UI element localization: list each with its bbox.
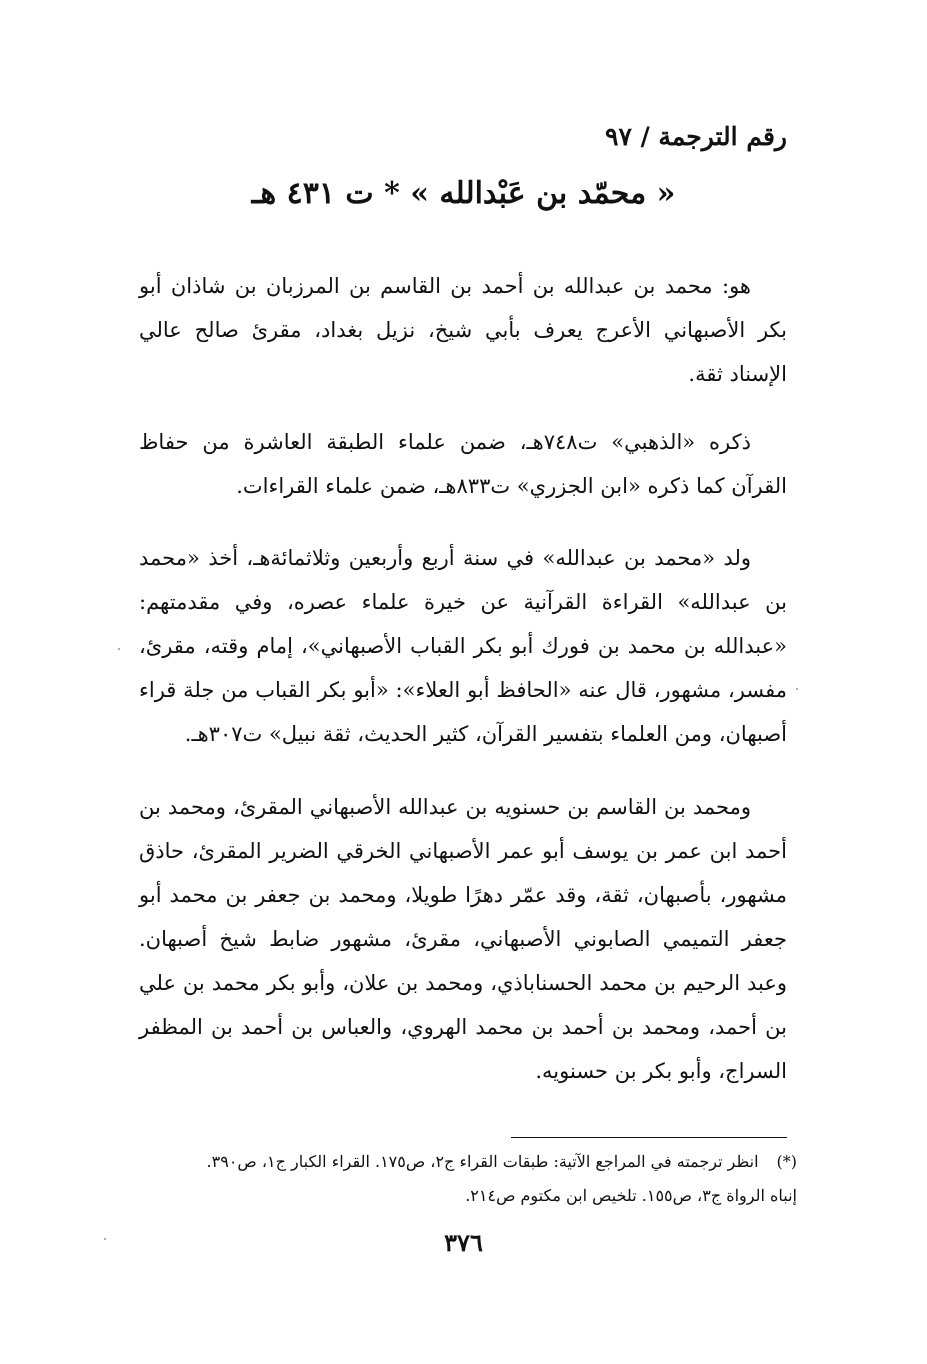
paragraph-text: هو: محمد بن عبدالله بن أحمد بن القاسم بن المرزبان بن شاذان أبو بكر الأصبهاني الأعرج يعرف بأبي شيخ، نزيل بغداد، مقرئ صالح عالي الإسناد ثقة. (139, 274, 787, 386)
paragraph-teachers (139, 785, 787, 1093)
footnote (129, 1145, 797, 1213)
paragraph-text: ذكره «الذهبي» ت٧٤٨هـ، ضمن علماء الطبقة العاشرة من حفاظ القرآن كما ذكره «ابن الجزري» ت٨٣٣هـ، ضمن علماء القراءات. (139, 430, 787, 498)
footnote-marker: (*) (776, 1152, 797, 1171)
scan-speck (796, 688, 798, 690)
paragraph-identity (139, 264, 787, 396)
footnote-line-2: إنباه الرواة ج٣، ص١٥٥. تلخيص ابن مكتوم ص٢١٤. (465, 1186, 797, 1205)
footnote-text-1: انظر ترجمته في المراجع الآتية: طبقات القراء ج٢، ص١٧٥. القراء الكبار ج١، ص٣٩٠. (206, 1152, 759, 1171)
paragraph-text: ومحمد بن القاسم بن حسنويه بن عبدالله الأصبهاني المقرئ، ومحمد بن أحمد ابن عمر بن يوسف أبو عمر الأصبهاني الخرقي الضرير المقرئ، حاذق مشهور، بأصبهان، ثقة، وقد عمّر دهرًا طويلا، ومحمد بن جعفر بن محمد أبو جعفر التميمي الصابوني الأصبهاني، مقرئ، مشهور ضابط شيخ أصبهان. وعبد الرحيم بن محمد الحسناباذي، ومحمد بن علان، وأبو بكر محمد بن علي بن أحمد، ومحمد بن أحمد بن محمد الهروي، والعباس بن أحمد بن المظفر السراج، وأبو بكر بن حسنويه. (139, 795, 787, 1083)
scan-speck (104, 1238, 106, 1240)
paragraph-sources (139, 420, 787, 508)
scan-speck (118, 648, 120, 650)
footnote-divider (511, 1137, 787, 1138)
paragraph-text: ولد «محمد بن عبدالله» في سنة أربع وأربعين وثلاثمائةهـ، أخذ «محمد بن عبدالله» القراءة القرآنية عن خيرة علماء عصره، وفي مقدمتهم: «عبدالله بن محمد بن فورك أبو بكر القباب الأصبهاني»، إمام وقته، مقرئ، مفسر، مشهور، قال عنه «الحافظ أبو العلاء»: «أبو بكر القباب من جلة قراء أصبهان، ومن العلماء بتفسير القرآن، كثير الحديث، ثقة نبيل» ت٣٠٧هـ. (139, 546, 787, 746)
page-number: ٣٧٦ (444, 1228, 483, 1257)
entry-title: « محمّد بن عَبْدالله » * ت ٤٣١ هـ (251, 176, 676, 211)
paragraph-biography (139, 536, 787, 756)
footnote-line-1 (129, 1145, 797, 1179)
entry-number: رقم الترجمة / ٩٧ (605, 122, 787, 151)
